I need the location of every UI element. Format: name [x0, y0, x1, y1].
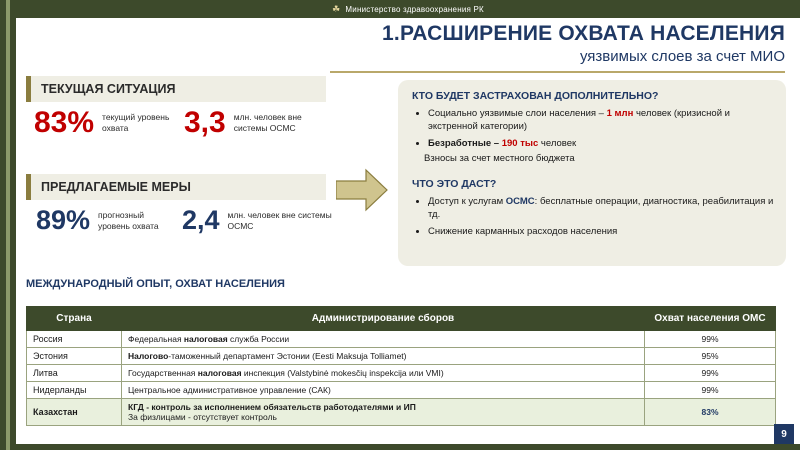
cell-coverage: 99%: [645, 382, 776, 399]
column-header-coverage: Охват населения ОМС: [645, 307, 776, 331]
stat-label: млн. человек вне системы ОСМС: [233, 112, 302, 133]
cell-text-pre: Государственная: [128, 368, 198, 378]
info-panel: [398, 80, 786, 266]
table-row: [27, 348, 776, 365]
stat-forecast-coverage: [36, 207, 178, 234]
table-row: [27, 382, 776, 399]
cell-coverage: 99%: [645, 365, 776, 382]
cell-administration: [122, 365, 645, 382]
page-subtitle: уязвимых слоев за счет МИО: [579, 48, 785, 66]
cell-administration: [122, 382, 645, 399]
cell-text-post: - контроль за исполнением обязательств работодателями и ИП: [143, 402, 416, 412]
coat-of-arms-icon: ☘: [332, 3, 341, 14]
cell-administration: [122, 348, 645, 365]
cell-country: Россия: [27, 331, 122, 348]
cell-coverage: 95%: [645, 348, 776, 365]
table-head: [27, 307, 776, 331]
table-row: [27, 331, 776, 348]
ministry-header: [16, 0, 800, 18]
stat-label: прогнозный уровень охвата: [98, 209, 159, 231]
bottom-decorative-bar: [16, 444, 800, 450]
cell-text-bold: налоговая: [197, 368, 242, 378]
section-header-proposed-measures: ПРЕДЛАГАЕМЫЕ МЕРЫ: [26, 174, 326, 200]
international-experience-table: [26, 306, 776, 426]
stat-current-coverage: [34, 108, 182, 138]
column-header-administration: Администрирование сборов: [122, 307, 645, 331]
cell-text-pre: Федеральная: [128, 334, 184, 344]
section-title-international: МЕЖДУНАРОДНЫЙ ОПЫТ, ОХВАТ НАСЕЛЕНИЯ: [26, 278, 285, 290]
right-arrow-icon: [336, 168, 388, 212]
cell-coverage: 83%: [645, 399, 776, 426]
panel-list-2: [412, 196, 774, 238]
section-header-current-situation: ТЕКУЩАЯ СИТУАЦИЯ: [26, 76, 326, 102]
ministry-title: Министерство здравоохранения РК: [345, 4, 484, 14]
cell-text-post: инспекция (Valstybinė mokesčių inspekcija или VMI): [241, 368, 444, 378]
title-divider: [330, 71, 785, 73]
table-row: [27, 365, 776, 382]
cell-text-post: -таможенный департамент Эстонии (Eesti Maksuja Tolliamet): [168, 351, 407, 361]
cell-administration: [122, 331, 645, 348]
table-body: [27, 331, 776, 426]
cell-text-pre: Центральное административное управление (САК): [128, 385, 331, 395]
table-header-row: [27, 307, 776, 331]
page-number-badge: 9: [774, 424, 794, 444]
cell-country: Литва: [27, 365, 122, 382]
panel-question-1: КТО БУДЕТ ЗАСТРАХОВАН ДОПОЛНИТЕЛЬНО?: [412, 90, 659, 102]
list-item: [428, 226, 774, 239]
stat-label: текущий уровень охвата: [102, 112, 170, 133]
stat-value: 89%: [36, 205, 91, 235]
item-text-accent: 1 млн: [606, 108, 634, 119]
stat-label: млн. человек вне системы ОСМС: [227, 209, 332, 231]
item-text-pre: Социально уязвимые слои населения –: [428, 108, 607, 119]
list-item-note: Взносы за счет местного бюджета: [424, 153, 575, 165]
item-text-pre: Безработные –: [428, 137, 502, 149]
list-item: [428, 138, 774, 151]
panel-question-2: ЧТО ЭТО ДАСТ?: [412, 178, 497, 191]
title-block: [330, 22, 785, 66]
cell-country: Нидерланды: [27, 382, 122, 399]
list-item: [428, 196, 774, 222]
cell-text-bold: налоговая: [183, 334, 228, 344]
column-header-country: Страна: [27, 307, 122, 331]
cell-text-bold: КГД: [128, 402, 144, 412]
cell-text-post: служба России: [227, 334, 290, 344]
item-text-post: : бесплатные операции, диагностика, реабилитация и тд.: [428, 196, 774, 221]
left-decorative-stripe: [6, 0, 10, 450]
table-row: [27, 399, 776, 426]
cell-country: Казахстан: [27, 399, 122, 426]
item-text-pre: Доступ к услугам: [428, 196, 506, 208]
stat-value: 3,3: [184, 106, 226, 139]
stat-uninsured-forecast: [182, 207, 338, 234]
item-text-accent: 190 тыс: [501, 137, 539, 149]
cell-coverage: 99%: [645, 331, 776, 348]
cell-administration: [122, 399, 645, 426]
stat-uninsured-current: [184, 108, 314, 138]
panel-list-1: [412, 108, 774, 166]
list-item: [428, 108, 774, 134]
stat-value: 2,4: [182, 205, 220, 235]
item-text-post: человек: [538, 137, 577, 149]
item-text-post: человек (кризисной и экстренной категории): [428, 108, 730, 132]
cell-text-bold: Налогово: [128, 351, 169, 361]
stat-value: 83%: [34, 106, 95, 139]
item-text-pre: Снижение карманных расходов населения: [428, 225, 618, 237]
item-text-accent: ОСМС: [505, 196, 535, 208]
page-title: 1.РАСШИРЕНИЕ ОХВАТА НАСЕЛЕНИЯ: [382, 22, 785, 45]
cell-country: Эстония: [27, 348, 122, 365]
cell-text-line2: За физлицами - отсутствует контроль: [128, 412, 277, 422]
